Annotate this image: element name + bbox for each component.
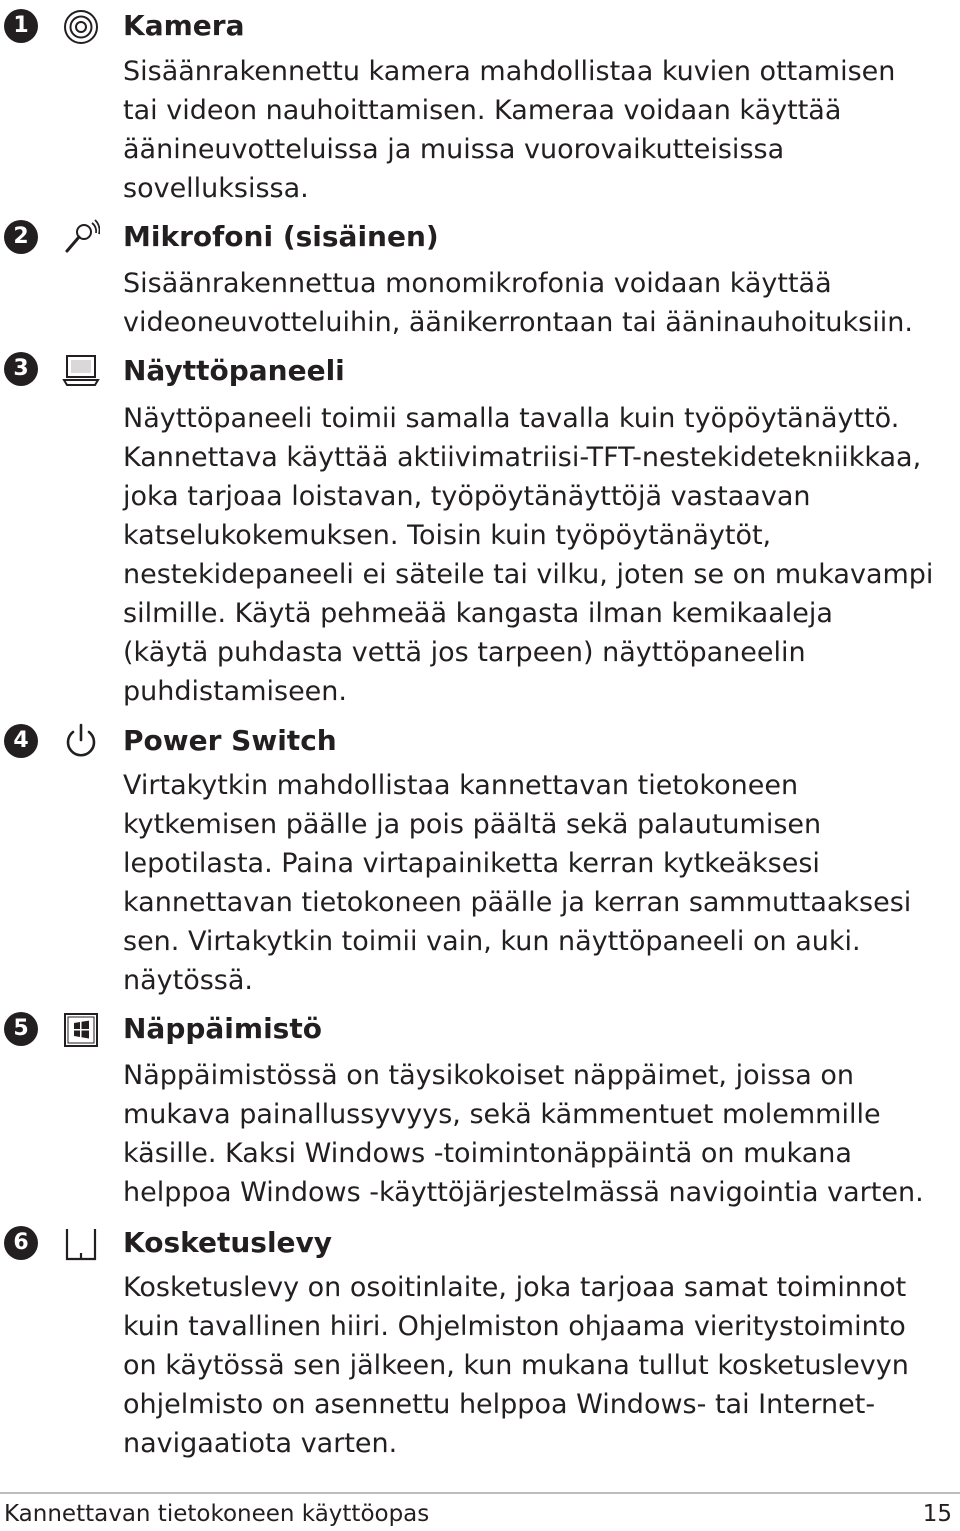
body-line: (käytä puhdasta vettä jos tarpeen) näyttöpaneelin	[123, 637, 806, 668]
power-icon	[62, 723, 100, 761]
body-line: Virtakytkin mahdollistaa kannettavan tietokoneen	[123, 770, 799, 801]
body-line: puhdistamiseen.	[123, 676, 347, 707]
body-line: kannettavan tietokoneen päälle ja kerran sammuttaaksesi	[123, 887, 912, 918]
section-body	[123, 1268, 923, 1463]
body-line: navigaatiota varten.	[123, 1428, 398, 1459]
body-line: silmille. Käytä pehmeää kangasta ilman kemikaaleja	[123, 598, 833, 629]
body-line: sen. Virtakytkin toimii vain, kun näyttöpaneeli on auki.	[123, 926, 861, 957]
footer-title: Kannettavan tietokoneen käyttöopas	[4, 1501, 430, 1527]
body-line: Sisäänrakennettu kamera mahdollistaa kuvien ottamisen	[123, 56, 896, 87]
body-line: ohjelmisto on asennettu helppoa Windows- tai Internet-	[123, 1389, 876, 1420]
body-line: kytkemisen päälle ja pois päältä sekä palautumisen	[123, 809, 822, 840]
section-body	[123, 399, 934, 711]
section-title: Näyttöpaneeli	[123, 354, 345, 387]
body-line: Näyttöpaneeli toimii samalla tavalla kuin työpöytänäyttö.	[123, 403, 900, 434]
body-line: sovelluksissa.	[123, 173, 309, 204]
body-line: videoneuvotteluihin, äänikerrontaan tai ääninauhoituksiin.	[123, 307, 913, 338]
touchpad-icon	[62, 1225, 100, 1263]
camera-icon	[62, 8, 100, 46]
body-line: helppoa Windows -käyttöjärjestelmässä navigointia varten.	[123, 1177, 924, 1208]
section-number: 3	[4, 352, 38, 386]
section-number: 2	[4, 220, 38, 254]
body-line: tai videon nauhoittamisen. Kameraa voidaan käyttää	[123, 95, 842, 126]
section-title: Power Switch	[123, 724, 337, 757]
section-title: Näppäimistö	[123, 1012, 322, 1045]
section-title: Kosketuslevy	[123, 1226, 333, 1259]
body-line: Kosketuslevy on osoitinlaite, joka tarjoaa samat toiminnot	[123, 1272, 907, 1303]
section-body	[123, 1056, 923, 1212]
body-line: nestekidepaneeli ei säteile tai vilku, joten se on mukavampi	[123, 559, 934, 590]
body-line: kuin tavallinen hiiri. Ohjelmiston ohjaama vieritystoiminto	[123, 1311, 906, 1342]
body-line: lepotilasta. Paina virtapainiketta kerran kytkeäksesi	[123, 848, 820, 879]
section-title: Mikrofoni (sisäinen)	[123, 220, 439, 253]
body-line: katselukokemuksen. Toisin kuin työpöytänäytöt,	[123, 520, 772, 551]
body-line: käsille. Kaksi Windows -toimintonäppäintä on mukana	[123, 1138, 852, 1169]
body-line: joka tarjoaa loistavan, työpöytänäyttöjä vastaavan	[123, 481, 811, 512]
body-line: Sisäänrakennettua monomikrofonia voidaan käyttää	[123, 268, 832, 299]
footer-divider	[0, 1492, 960, 1494]
body-line: näytössä.	[123, 965, 254, 996]
display-panel-icon	[62, 351, 100, 389]
body-line: äänineuvotteluissa ja muissa vuorovaikutteisissa	[123, 134, 785, 165]
microphone-icon	[62, 219, 100, 257]
section-number: 1	[4, 9, 38, 43]
body-line: Näppäimistössä on täysikokoiset näppäimet, joissa on	[123, 1060, 854, 1091]
section-body	[123, 766, 923, 1000]
section-number: 6	[4, 1226, 38, 1260]
section-number: 5	[4, 1012, 38, 1046]
keyboard-windows-icon	[62, 1011, 100, 1049]
section-body	[123, 52, 923, 208]
page-number: 15	[922, 1501, 952, 1527]
body-line: on käytössä sen jälkeen, kun mukana tullut kosketuslevyn	[123, 1350, 909, 1381]
body-line: mukava painallussyvyys, sekä kämmentuet molemmille	[123, 1099, 881, 1130]
section-title: Kamera	[123, 9, 245, 42]
section-number: 4	[4, 724, 38, 758]
body-line: Kannettava käyttää aktiivimatriisi-TFT-nestekidetekniikkaa,	[123, 442, 922, 473]
section-body	[123, 264, 923, 342]
